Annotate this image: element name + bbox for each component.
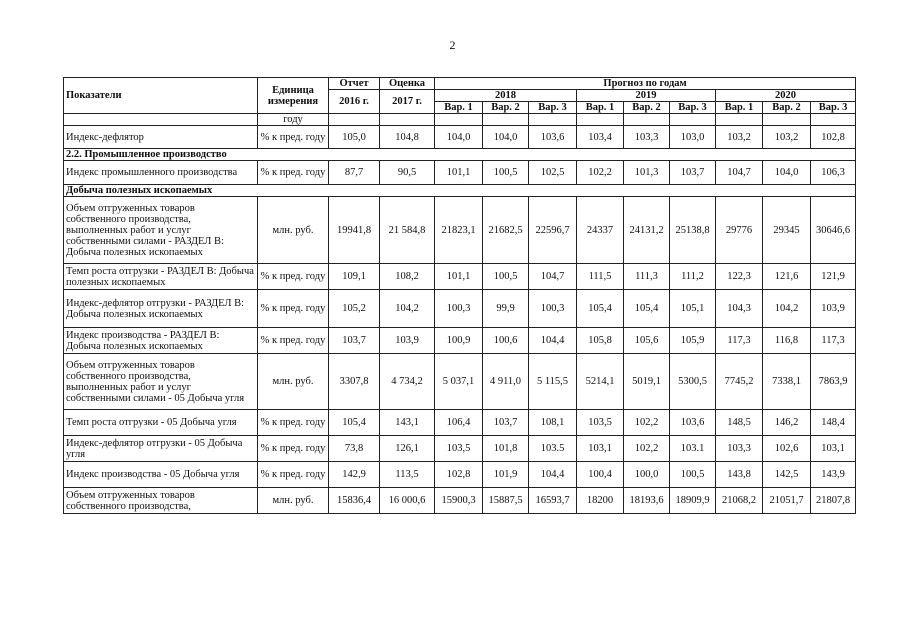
- value-cell: 103,5: [435, 436, 483, 462]
- value-cell: 7338,1: [763, 354, 811, 410]
- value-cell: 101,8: [483, 436, 529, 462]
- value-cell: 103.5: [529, 436, 577, 462]
- value-cell: 105,8: [577, 328, 624, 354]
- value-cell: 101,3: [624, 161, 670, 185]
- value-cell: 29345: [763, 197, 811, 264]
- report-year-header: 2016 г.: [329, 90, 380, 114]
- table-row: [64, 410, 856, 436]
- value-cell: 105,6: [624, 328, 670, 354]
- row-unit: году: [258, 114, 329, 126]
- value-cell: 111,2: [670, 264, 716, 290]
- value-cell: 103.1: [670, 436, 716, 462]
- value-cell: 105,4: [577, 290, 624, 328]
- value-cell: 19941,8: [329, 197, 380, 264]
- table-row: [64, 161, 856, 185]
- table-row: [64, 290, 856, 328]
- indicators-header: Показатели: [64, 78, 258, 114]
- value-cell: 16 000,6: [380, 488, 435, 514]
- row-label: Индекс производства - 05 Добыча угля: [64, 462, 258, 488]
- value-cell: 25138,8: [670, 197, 716, 264]
- header-row-1: [64, 78, 856, 90]
- value-cell: 7863,9: [811, 354, 856, 410]
- value-cell: 102,5: [529, 161, 577, 185]
- section-row: [64, 185, 856, 197]
- value-cell: 21823,1: [435, 197, 483, 264]
- row-unit: % к пред. году: [258, 161, 329, 185]
- value-cell: 22596,7: [529, 197, 577, 264]
- value-cell: [811, 114, 856, 126]
- table-row: [64, 436, 856, 462]
- row-unit: % к пред. году: [258, 328, 329, 354]
- value-cell: 106,3: [811, 161, 856, 185]
- row-label: Индекс-дефлятор: [64, 126, 258, 149]
- section-row: [64, 149, 856, 161]
- value-cell: 103,9: [380, 328, 435, 354]
- value-cell: 148,5: [716, 410, 763, 436]
- value-cell: 104,7: [529, 264, 577, 290]
- value-cell: 102,8: [435, 462, 483, 488]
- value-cell: 103,3: [716, 436, 763, 462]
- value-cell: 104,3: [716, 290, 763, 328]
- forecast-header: Прогноз по годам: [435, 78, 856, 90]
- value-cell: 103,2: [716, 126, 763, 149]
- value-cell: [624, 114, 670, 126]
- value-cell: 104,0: [763, 161, 811, 185]
- value-cell: 108,2: [380, 264, 435, 290]
- value-cell: 18909,9: [670, 488, 716, 514]
- table-row: [64, 264, 856, 290]
- table-row: [64, 354, 856, 410]
- value-cell: 103,2: [763, 126, 811, 149]
- value-cell: 24131,2: [624, 197, 670, 264]
- value-cell: 100,6: [483, 328, 529, 354]
- section-title: Добыча полезных ископаемых: [64, 185, 856, 197]
- value-cell: 5019,1: [624, 354, 670, 410]
- value-cell: 5214,1: [577, 354, 624, 410]
- value-cell: 104,7: [716, 161, 763, 185]
- value-cell: 24337: [577, 197, 624, 264]
- value-cell: 100,4: [577, 462, 624, 488]
- value-cell: 100,3: [435, 290, 483, 328]
- value-cell: 5 037,1: [435, 354, 483, 410]
- value-cell: 21051,7: [763, 488, 811, 514]
- row-label: Индекс-дефлятор отгрузки - 05 Добыча угля: [64, 436, 258, 462]
- value-cell: 106,4: [435, 410, 483, 436]
- value-cell: 103,1: [811, 436, 856, 462]
- value-cell: 121,9: [811, 264, 856, 290]
- value-cell: 142,9: [329, 462, 380, 488]
- value-cell: 105,4: [624, 290, 670, 328]
- value-cell: 21 584,8: [380, 197, 435, 264]
- row-label: Объем отгруженных товаров собственного производства,: [64, 488, 258, 514]
- variant-header: Вар. 3: [670, 102, 716, 114]
- value-cell: 100,0: [624, 462, 670, 488]
- report-header: Отчет: [329, 78, 380, 90]
- year-header-2020: 2020: [716, 90, 856, 102]
- value-cell: 29776: [716, 197, 763, 264]
- value-cell: 102,6: [763, 436, 811, 462]
- value-cell: 102,2: [577, 161, 624, 185]
- value-cell: 104,0: [435, 126, 483, 149]
- variant-header: Вар. 3: [529, 102, 577, 114]
- unit-header: Единица измерения: [258, 78, 329, 114]
- value-cell: 104,2: [380, 290, 435, 328]
- value-cell: 15887,5: [483, 488, 529, 514]
- row-label: Индекс производства - РАЗДЕЛ B: Добыча полезных ископаемых: [64, 328, 258, 354]
- value-cell: 104,4: [529, 328, 577, 354]
- value-cell: [435, 114, 483, 126]
- value-cell: 104,2: [763, 290, 811, 328]
- value-cell: 103,1: [577, 436, 624, 462]
- value-cell: 21807,8: [811, 488, 856, 514]
- value-cell: 143,9: [811, 462, 856, 488]
- table-body: [64, 114, 856, 514]
- value-cell: 90,5: [380, 161, 435, 185]
- value-cell: 100,5: [670, 462, 716, 488]
- value-cell: 3307,8: [329, 354, 380, 410]
- value-cell: 103,7: [670, 161, 716, 185]
- value-cell: 103,7: [329, 328, 380, 354]
- row-unit: % к пред. году: [258, 462, 329, 488]
- value-cell: [529, 114, 577, 126]
- value-cell: 104,4: [529, 462, 577, 488]
- value-cell: 105,9: [670, 328, 716, 354]
- value-cell: 101,1: [435, 264, 483, 290]
- table-row: [64, 328, 856, 354]
- value-cell: 117,3: [811, 328, 856, 354]
- value-cell: 73,8: [329, 436, 380, 462]
- row-label: Объем отгруженных товаров собственного производства, выполненных работ и услуг собственными силами - РАЗДЕЛ B: Добыча полезных ископаемых: [64, 197, 258, 264]
- table-row: [64, 197, 856, 264]
- value-cell: 100,5: [483, 264, 529, 290]
- row-label: Темп роста отгрузки - РАЗДЕЛ B: Добыча полезных ископаемых: [64, 264, 258, 290]
- row-unit: % к пред. году: [258, 290, 329, 328]
- variant-header: Вар. 1: [716, 102, 763, 114]
- year-header-2019: 2019: [577, 90, 716, 102]
- variant-header: Вар. 2: [763, 102, 811, 114]
- variant-header: Вар. 1: [435, 102, 483, 114]
- estimate-header: Оценка: [380, 78, 435, 90]
- value-cell: 5300,5: [670, 354, 716, 410]
- value-cell: 18193,6: [624, 488, 670, 514]
- value-cell: 15900,3: [435, 488, 483, 514]
- row-label: Индекс промышленного производства: [64, 161, 258, 185]
- section-title: 2.2. Промышленное производство: [64, 149, 856, 161]
- value-cell: 16593,7: [529, 488, 577, 514]
- value-cell: [716, 114, 763, 126]
- row-label: Темп роста отгрузки - 05 Добыча угля: [64, 410, 258, 436]
- value-cell: 21682,5: [483, 197, 529, 264]
- value-cell: 5 115,5: [529, 354, 577, 410]
- value-cell: 105,1: [670, 290, 716, 328]
- value-cell: 121,6: [763, 264, 811, 290]
- year-header-2018: 2018: [435, 90, 577, 102]
- value-cell: [670, 114, 716, 126]
- value-cell: 102,2: [624, 436, 670, 462]
- value-cell: 111,5: [577, 264, 624, 290]
- value-cell: 101,1: [435, 161, 483, 185]
- value-cell: 100,5: [483, 161, 529, 185]
- row-unit: % к пред. году: [258, 410, 329, 436]
- table-row: [64, 462, 856, 488]
- value-cell: [577, 114, 624, 126]
- value-cell: 126,1: [380, 436, 435, 462]
- estimate-year-header: 2017 г.: [380, 90, 435, 114]
- value-cell: 148,4: [811, 410, 856, 436]
- value-cell: 105,0: [329, 126, 380, 149]
- value-cell: 122,3: [716, 264, 763, 290]
- value-cell: 101,9: [483, 462, 529, 488]
- value-cell: 117,3: [716, 328, 763, 354]
- value-cell: 102,8: [811, 126, 856, 149]
- value-cell: 105,2: [329, 290, 380, 328]
- value-cell: 103,0: [670, 126, 716, 149]
- value-cell: 15836,4: [329, 488, 380, 514]
- variant-header: Вар. 2: [483, 102, 529, 114]
- value-cell: 103,3: [624, 126, 670, 149]
- row-label: Индекс-дефлятор отгрузки - РАЗДЕЛ B: Добыча полезных ископаемых: [64, 290, 258, 328]
- value-cell: 103,4: [577, 126, 624, 149]
- value-cell: 103,6: [670, 410, 716, 436]
- table-row: [64, 126, 856, 149]
- row-unit: % к пред. году: [258, 436, 329, 462]
- row-unit: млн. руб.: [258, 197, 329, 264]
- value-cell: 143,8: [716, 462, 763, 488]
- value-cell: [380, 114, 435, 126]
- value-cell: 102,2: [624, 410, 670, 436]
- value-cell: 146,2: [763, 410, 811, 436]
- value-cell: 30646,6: [811, 197, 856, 264]
- value-cell: 142,5: [763, 462, 811, 488]
- value-cell: [329, 114, 380, 126]
- value-cell: 21068,2: [716, 488, 763, 514]
- value-cell: 111,3: [624, 264, 670, 290]
- value-cell: 4 911,0: [483, 354, 529, 410]
- variant-header: Вар. 1: [577, 102, 624, 114]
- table-row: [64, 114, 856, 126]
- row-unit: % к пред. году: [258, 264, 329, 290]
- value-cell: 105,4: [329, 410, 380, 436]
- value-cell: 103,6: [529, 126, 577, 149]
- value-cell: 116,8: [763, 328, 811, 354]
- value-cell: 103,9: [811, 290, 856, 328]
- value-cell: 7745,2: [716, 354, 763, 410]
- value-cell: 103,7: [483, 410, 529, 436]
- variant-header: Вар. 3: [811, 102, 856, 114]
- row-label: Объем отгруженных товаров собственного производства, выполненных работ и услуг собственными силами - 05 Добыча угля: [64, 354, 258, 410]
- value-cell: 109,1: [329, 264, 380, 290]
- value-cell: 104,8: [380, 126, 435, 149]
- table-row: [64, 488, 856, 514]
- value-cell: 87,7: [329, 161, 380, 185]
- value-cell: 103,5: [577, 410, 624, 436]
- row-unit: млн. руб.: [258, 354, 329, 410]
- row-unit: млн. руб.: [258, 488, 329, 514]
- value-cell: 143,1: [380, 410, 435, 436]
- value-cell: [483, 114, 529, 126]
- value-cell: 4 734,2: [380, 354, 435, 410]
- value-cell: 108,1: [529, 410, 577, 436]
- row-unit: % к пред. году: [258, 126, 329, 149]
- row-label: [64, 114, 258, 126]
- value-cell: 113,5: [380, 462, 435, 488]
- value-cell: 104,0: [483, 126, 529, 149]
- page-number: 2: [449, 38, 456, 52]
- value-cell: [763, 114, 811, 126]
- value-cell: 100,9: [435, 328, 483, 354]
- forecast-table: [63, 77, 856, 514]
- variant-header: Вар. 2: [624, 102, 670, 114]
- value-cell: 99,9: [483, 290, 529, 328]
- value-cell: 100,3: [529, 290, 577, 328]
- value-cell: 18200: [577, 488, 624, 514]
